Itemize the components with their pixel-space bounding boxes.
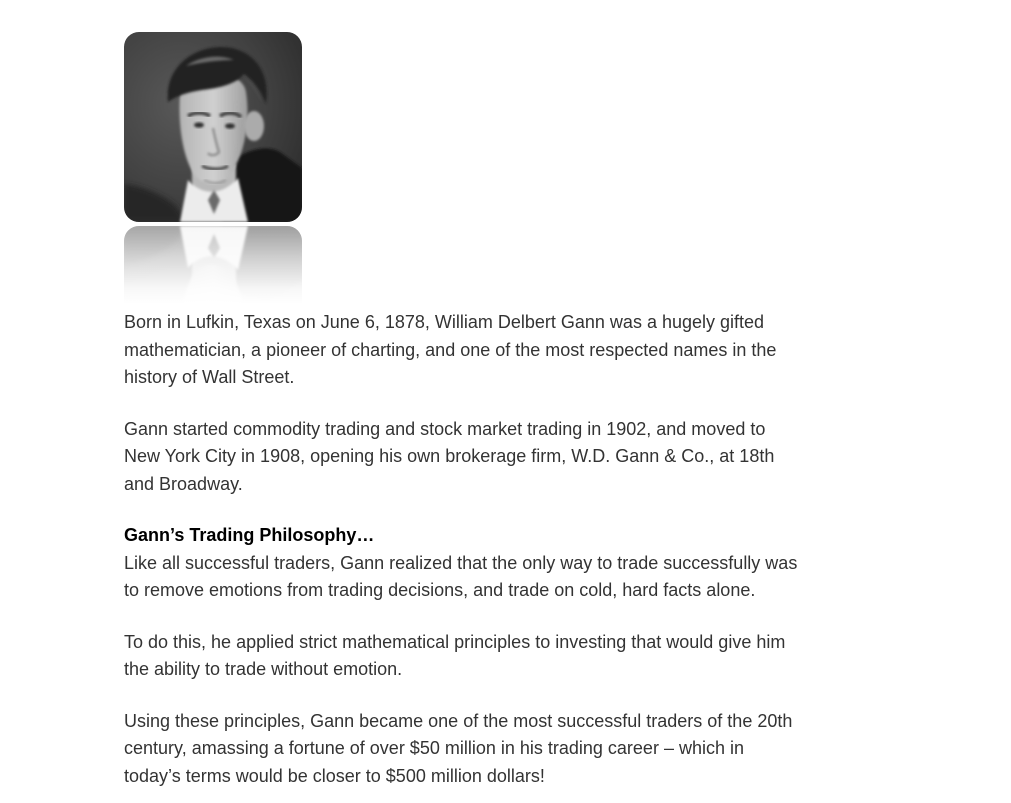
text-line: To do this, he applied strict mathematical principles to investing that would give him — [124, 631, 786, 652]
text-line: Born in Lufkin, Texas on June 6, 1878, William Delbert Gann was a hugely gifted — [124, 312, 765, 332]
text-line: mathematician, a pioneer of charting, and one of the most respected names in the — [124, 339, 777, 360]
paragraph-principles — [124, 629, 797, 684]
text-line: today’s terms would be closer to $500 million dollars! — [124, 765, 545, 786]
paragraph-fortune — [124, 708, 797, 791]
text-line: century, amassing a fortune of over $50 million in his trading career – which in — [124, 738, 744, 758]
text-line: Gann started commodity trading and stock market trading in 1902, and moved to — [124, 418, 766, 439]
article-text — [124, 309, 797, 803]
text-line: Using these principles, Gann became one of the most successful traders of the 20th — [124, 710, 793, 731]
portrait-reflection — [124, 226, 302, 304]
text-line: to remove emotions from trading decisions, and trade on cold, hard facts alone. — [124, 580, 756, 600]
paragraph-trading-start — [124, 416, 797, 499]
portrait-photo-image — [124, 32, 302, 222]
reflection-fade-overlay — [124, 226, 302, 304]
portrait-photo — [124, 32, 302, 222]
paragraph-bio-intro — [124, 309, 797, 392]
portrait — [124, 32, 302, 304]
text-line: New York City in 1908, opening his own brokerage firm, W.D. Gann & Co., at 18th — [124, 446, 775, 466]
section-heading: Gann’s Trading Philosophy… — [124, 525, 375, 545]
text-line: the ability to trade without emotion. — [124, 659, 403, 679]
text-line: Like all successful traders, Gann realized that the only way to trade successfully was — [124, 552, 798, 573]
paragraph-philosophy — [124, 522, 797, 605]
text-line: and Broadway. — [124, 473, 243, 494]
text-line: history of Wall Street. — [124, 367, 295, 387]
